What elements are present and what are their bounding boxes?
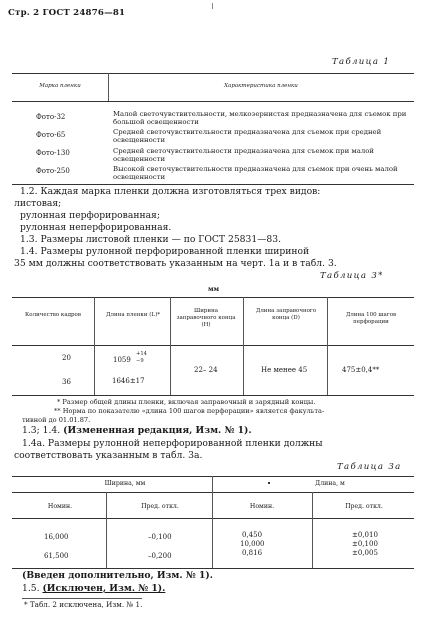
edit-note: [22, 425, 422, 436]
table3-perf-cell: 475±0,4**: [342, 366, 380, 374]
table1-desc: Высокой светочувствительности предназначена для съемок при очень малой освещенности: [113, 165, 398, 181]
paragraph-1-3: 1.3. Размеры листовой пленки — по ГОСТ 25831—83.: [20, 234, 281, 245]
paragraph-line: рулонная неперфорированная.: [20, 222, 172, 233]
table3-col-divider: [243, 345, 244, 395]
table3-footnote-1: * Размер общей длины пленки, включая заправочный и зарядный концы.: [57, 398, 316, 406]
page-header: Стр. 2 ГОСТ 24876—81: [8, 8, 126, 18]
table3-caption: Таблица 3*: [320, 271, 384, 281]
table3a-header-length-dev: Пред. откл.: [345, 503, 383, 510]
table3a-caption: Таблица 3а: [337, 462, 402, 472]
table3-header-width-end: Ширина заправочного конца (H): [176, 308, 236, 328]
table3a-header-width-dev: Пред. откл.: [141, 503, 179, 510]
table3a-length-nom: 0,816: [242, 549, 263, 557]
paragraph-line: 35 мм должны соответствовать указанным на черт. 1а и в табл. 3.: [14, 258, 337, 269]
table3a-length-dev: ±0,010: [352, 531, 378, 539]
table1-grade: Фото-32: [36, 113, 66, 121]
table3a-group-width: Ширина, мм: [104, 480, 146, 487]
table3-length-end-cell: Не менее 45: [261, 366, 308, 374]
paragraph-line: соответствовать указанным в табл. 3а.: [14, 450, 203, 461]
paragraph-1-4a: 1.4а. Размеры рулонной неперфорированной пленки должны: [22, 438, 323, 449]
table1-bottom-rule: [12, 184, 414, 185]
table3-col-divider: [243, 297, 244, 345]
table3a-header-length-nom: Номин.: [249, 503, 275, 510]
added-note: (Введен дополнительно, Изм. № 1).: [22, 570, 213, 581]
table3a-width-nom: 61,500: [44, 552, 69, 560]
table3-col-divider: [327, 345, 328, 395]
table3-footnote-2: ** Норма по показателю «длина 100 шагов перфорации» является факульта-: [54, 407, 325, 415]
scan-mark: [212, 3, 213, 9]
table3a-length-dev: ±0,005: [352, 549, 378, 557]
table1-grade: Фото-65: [36, 131, 66, 139]
table3-length-tolerance-upper: +14: [136, 351, 147, 357]
table1-header-rule: [12, 101, 414, 102]
table3-frames-cell: 36: [62, 378, 71, 386]
table1-header-grade: Марка пленки: [39, 83, 81, 89]
table3a-width-dev: –0,200: [148, 552, 172, 560]
page-footnote: * Табл. 2 исключена, Изм. № 1.: [24, 600, 143, 609]
table3-col-divider: [94, 297, 95, 345]
table3-bottom-rule: [12, 395, 414, 396]
table3-header-length: Длина пленки (L)*: [106, 312, 160, 318]
edit-note-text: (Измененная редакция, Изм. № 1).: [63, 425, 252, 436]
table3a-bottom-rule: [12, 568, 414, 569]
table3a-width-dev: –0,100: [148, 533, 172, 541]
table3a-col-divider: [312, 492, 313, 518]
table3a-width-nom: 16,000: [44, 533, 69, 541]
table3-width-end-cell: 22– 24: [194, 366, 218, 374]
table3a-col-divider: [106, 492, 107, 518]
table3a-length-nom: 10,000: [240, 540, 265, 548]
table3a-length-nom: 0,450: [242, 531, 263, 539]
paragraph-1-2: 1.2. Каждая марка пленки должна изготовляться трех видов:: [20, 186, 321, 197]
table1-grade: Фото-130: [36, 149, 70, 157]
table3-footnote-2-cont: тивной до 01.01.87.: [22, 416, 91, 424]
table3-col-divider: [170, 345, 171, 395]
table3-length-cell: 1059: [113, 356, 131, 364]
table3-header-rule: [12, 345, 414, 346]
table1-header-characteristic: Характеристика пленки: [224, 83, 298, 89]
table3a-col-divider: [312, 518, 313, 568]
table3a-group-rule: [12, 492, 414, 493]
table1-desc: Средней светочувствительности предназначена для съемок при малой освещенности: [113, 147, 374, 163]
paragraph-line: рулонная перфорированная;: [20, 210, 160, 221]
table3a-col-divider: [106, 518, 107, 568]
table3a-header-width-nom: Номин.: [47, 503, 73, 510]
footnote-rule: [22, 598, 142, 599]
table3a-group-length: Длина, м: [315, 480, 345, 487]
table3-col-divider: [327, 297, 328, 345]
table1-desc: Малой светочувствительности, мелкозернистая предназначена для съемок при большой освещенности: [113, 110, 407, 126]
table3a-length-dev: ±0,100: [352, 540, 378, 548]
table3-header-perf: Длина 100 шагов перфорации: [345, 312, 397, 325]
table3a-col-divider: [212, 518, 213, 568]
table3a-dot: [268, 482, 270, 484]
paragraph-1-5-prefix: 1.5.: [22, 583, 43, 594]
table3-unit: мм: [208, 285, 220, 293]
paragraph-line: листовая;: [14, 198, 62, 209]
table1-grade: Фото-250: [36, 167, 70, 175]
table3-col-divider: [170, 297, 171, 345]
table3a-top-rule: [12, 476, 414, 477]
table3-length-cell: 1646±17: [112, 377, 145, 385]
table3-top-rule: [12, 297, 414, 298]
table1-caption: Таблица 1: [332, 57, 391, 67]
table1-top-rule: [12, 73, 414, 74]
table3-header-length-end: Длина заправочного конца (D): [255, 308, 317, 321]
table1-desc: Средней светочувствительности предназначена для съемок при средней освещенности: [113, 128, 382, 144]
edit-note-prefix: 1.3; 1.4.: [22, 425, 64, 436]
paragraph-1-5-text: (Исключен, Изм. № 1).: [42, 583, 166, 594]
table3-frames-cell: 20: [62, 354, 71, 362]
paragraph-1-4: 1.4. Размеры рулонной перфорированной пленки шириной: [20, 246, 310, 257]
table3-header-frames: Количество кадров: [25, 312, 81, 318]
table3a-header-rule: [12, 518, 414, 519]
table3a-col-divider: [212, 476, 213, 518]
table3-length-tolerance-lower: −9: [136, 358, 144, 364]
paragraph-1-5: [22, 583, 422, 594]
table3-col-divider: [94, 345, 95, 395]
